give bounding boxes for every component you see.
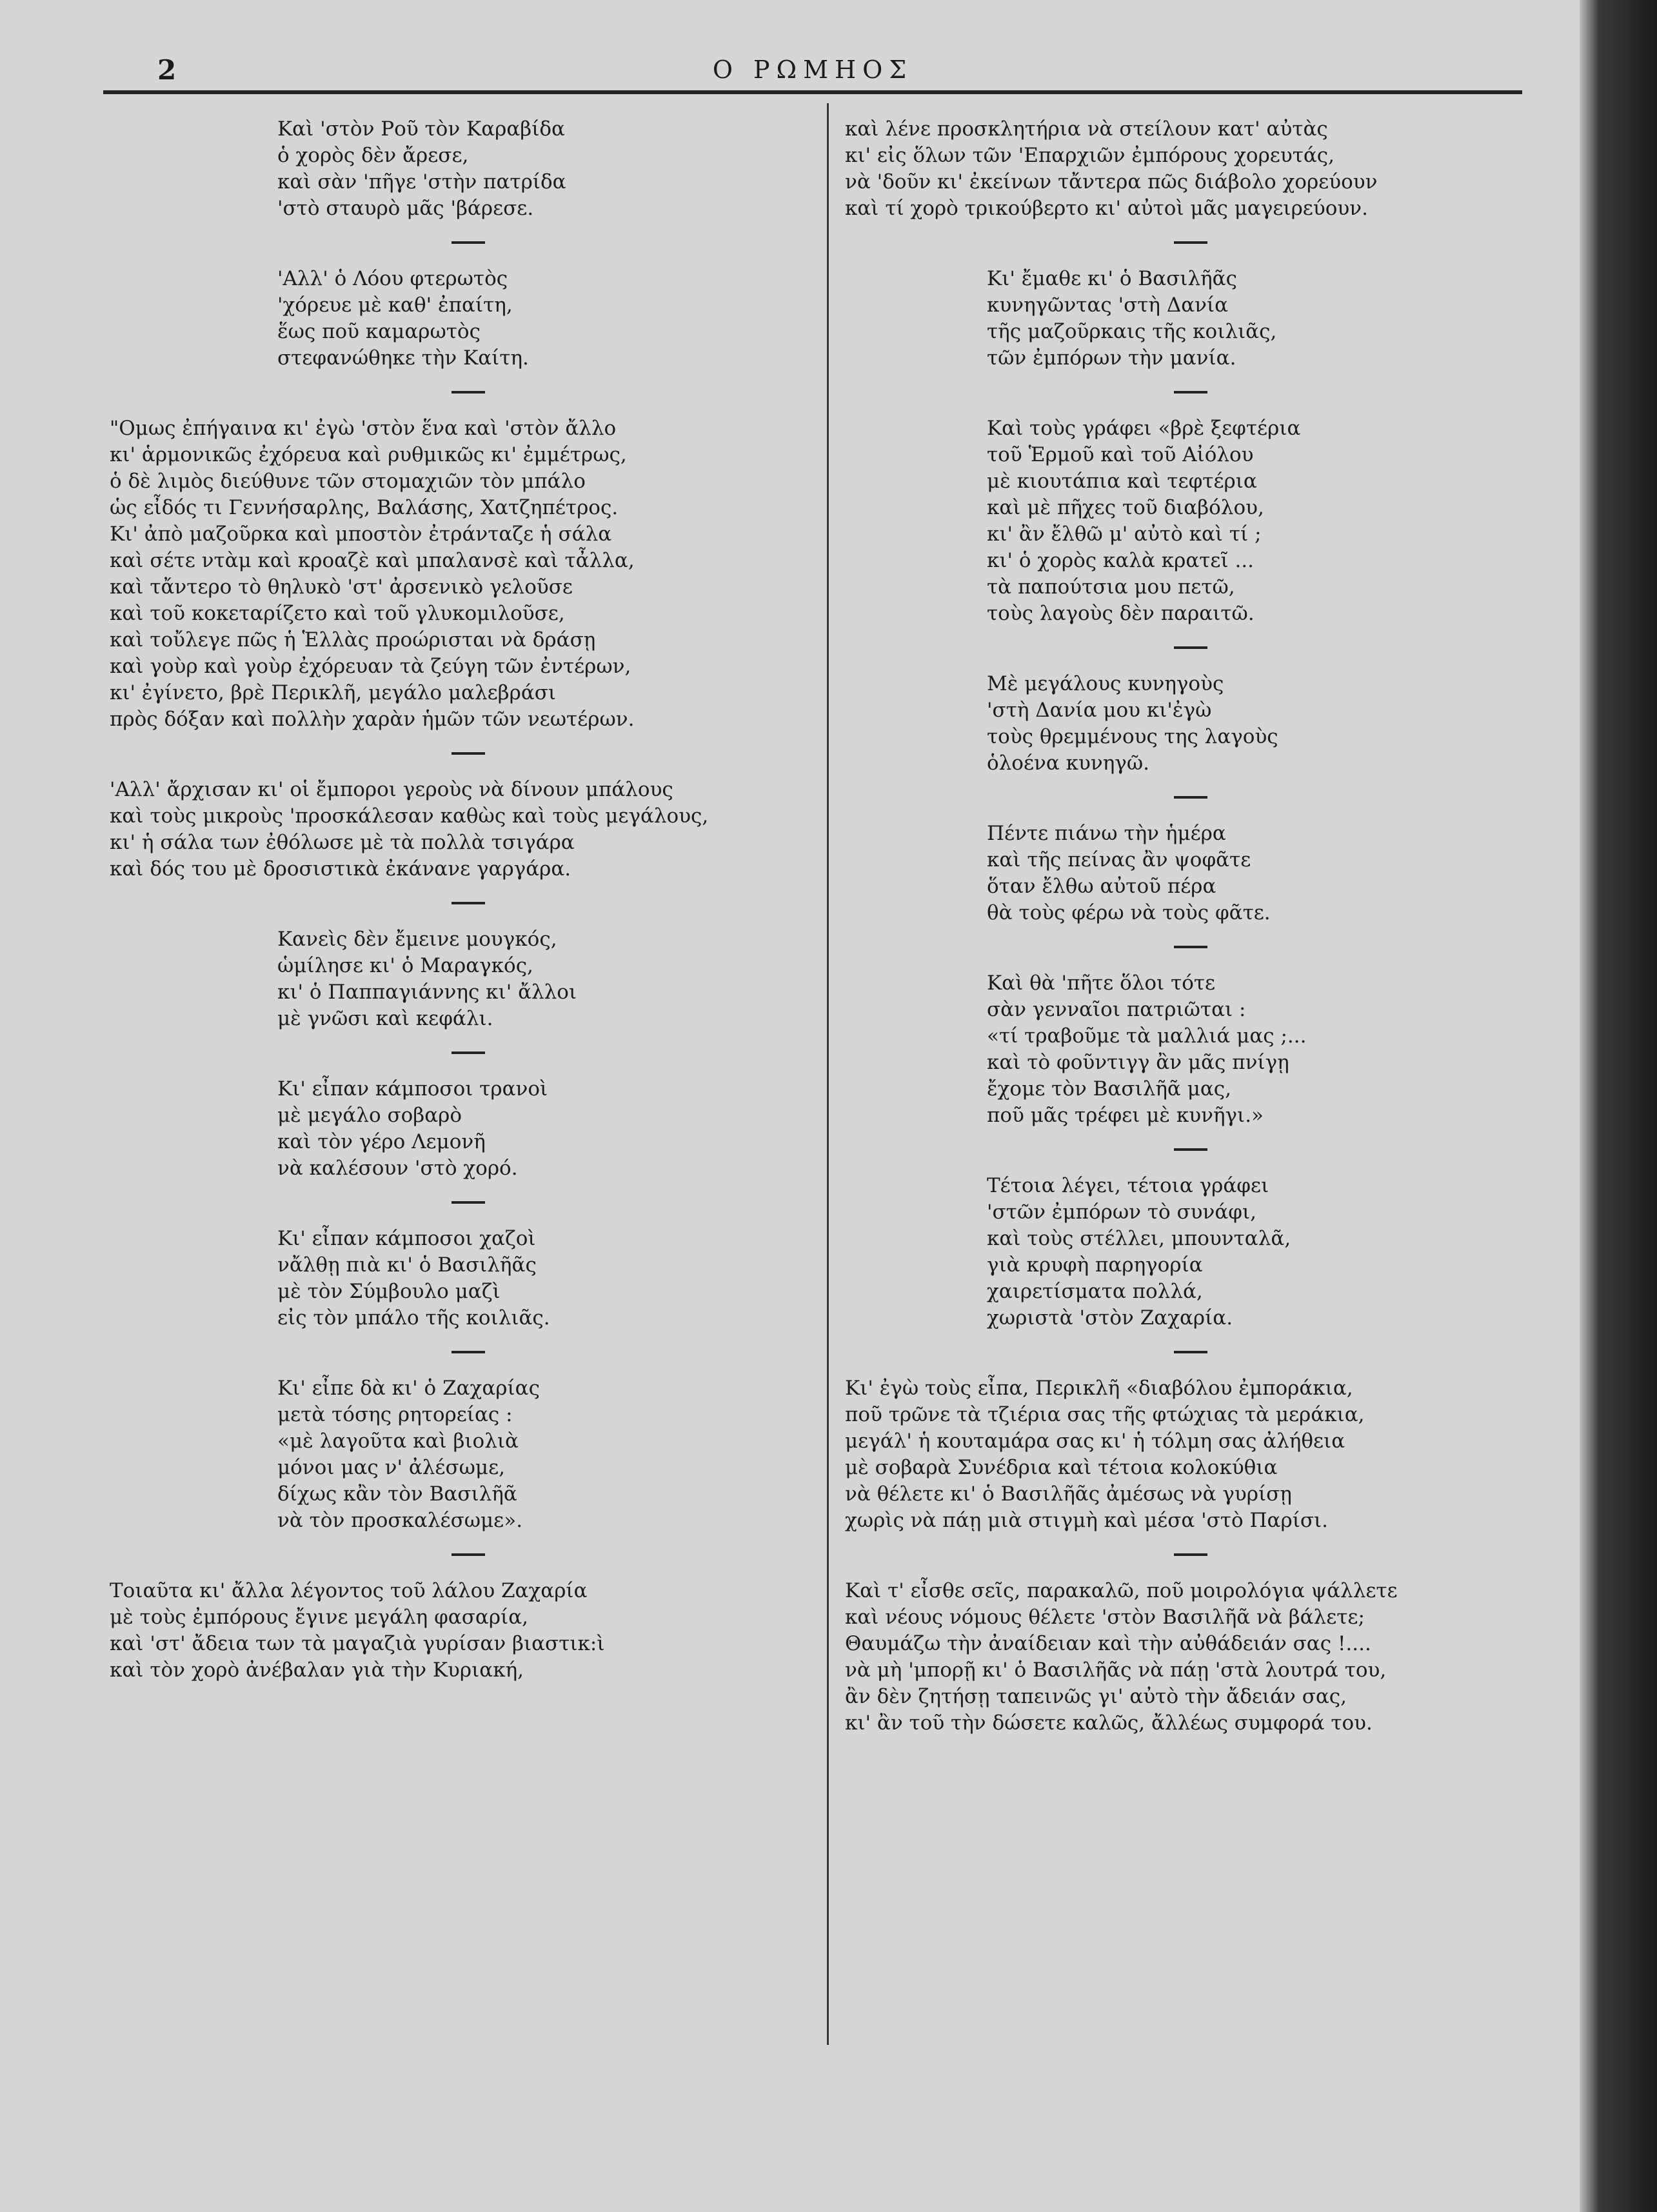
verse-line: μεγάλ' ἡ κουταμάρα σας κι' ἡ τόλμη σας ἀλήθεια — [845, 1430, 1345, 1453]
verse-line: ἔχομε τὸν Βασιλῆᾶ μας, — [987, 1077, 1231, 1101]
verse-line: καὶ τοῦ κοκεταρίζετο καὶ τοῦ γλυκομιλοῦσε, — [110, 602, 565, 625]
stanza — [110, 1076, 806, 1182]
verse-line: 'στὸ σταυρὸ μᾶς 'βάρεσε. — [277, 197, 534, 220]
verse-line: μόνοι μας ν' ἀλέσωμε, — [277, 1456, 505, 1479]
stanza — [845, 266, 1522, 372]
verse-line: καὶ τὸν γέρο Λεμονῆ — [277, 1130, 486, 1153]
verse-line: ὡς εἶδός τι Γεννήσαρλης, Βαλάσης, Χατζηπέτρος. — [110, 496, 619, 519]
verse-line: καὶ τῆς πείνας ἂν ψοφᾶτε — [987, 848, 1251, 872]
verse-line: μὲ μεγάλο σοβαρὸ — [277, 1104, 462, 1127]
stanza — [845, 1173, 1522, 1331]
verse-line: κι' ἁρμονικῶς ἐχόρευα καὶ ρυθμικῶς κι' ἐμμέτρως, — [110, 443, 627, 466]
verse-line: καὶ λένε προσκλητήρια νὰ στείλουν κατ' αὐτὰς — [845, 117, 1328, 141]
verse-line: πρὸς δόξαν καὶ πολλὴν χαρὰν ἡμῶν τῶν νεωτέρων. — [110, 708, 635, 731]
verse-line: ποῦ μᾶς τρέφει μὲ κυνῆγι.» — [987, 1104, 1264, 1127]
verse-line: Τοιαῦτα κι' ἄλλα λέγοντος τοῦ λάλου Ζαχαρία — [110, 1579, 588, 1602]
verse-line: τοῦ Ἑρμοῦ καὶ τοῦ Αἰόλου — [987, 443, 1254, 466]
verse-line: στεφανώθηκε τὴν Καίτη. — [277, 346, 529, 370]
verse-line: καὶ τοὺς στέλλει, μπουνταλᾶ, — [987, 1227, 1291, 1250]
verse-line: καὶ μὲ πῆχες τοῦ διαβόλου, — [987, 496, 1264, 519]
verse-line: χωρὶς νὰ πάῃ μιὰ στιγμὴ καὶ μέσα 'στὸ Παρίσι. — [845, 1509, 1329, 1532]
verse-line: 'Αλλ' ἄρχισαν κι' οἱ ἔμποροι γεροὺς νὰ δίνουν μπάλους — [110, 778, 673, 801]
left-column — [110, 116, 806, 1684]
verse-line: Θαυμάζω τὴν ἀναίδειαν καὶ τὴν αὐθάδειάν σας !.... — [845, 1632, 1371, 1655]
verse-line: Κι' ἐγὼ τοὺς εἶπα, Περικλῆ «διαβόλου ἐμποράκια, — [845, 1377, 1353, 1400]
stanza-separator — [1174, 1148, 1207, 1151]
verse-line: καὶ γοὺρ καὶ γοὺρ ἐχόρευαν τὰ ζεύγη τῶν ἐντέρων, — [110, 655, 631, 678]
stanza — [845, 1375, 1522, 1534]
stanza-separator — [1174, 241, 1207, 244]
stanza-separator — [1174, 391, 1207, 394]
verse-line: εἰς τὸν μπάλο τῆς κοιλιᾶς. — [277, 1306, 550, 1330]
stanza — [845, 415, 1522, 627]
stanza-separator — [451, 1553, 485, 1556]
verse-line: δίχως κἂν τὸν Βασιλῆᾶ — [277, 1482, 517, 1506]
verse-line: ποῦ τρῶνε τὰ τζιέρια σας τῆς φτώχιας τὰ μεράκια, — [845, 1403, 1365, 1426]
stanza — [845, 671, 1522, 777]
stanza — [110, 266, 806, 372]
verse-line: Κι' ἔμαθε κι' ὁ Βασιλῆᾶς — [987, 267, 1237, 290]
verse-line: τῆς μαζοῦρκαις τῆς κοιλιᾶς, — [987, 320, 1277, 343]
verse-line: τοὺς θρεμμένους της λαγοὺς — [987, 725, 1278, 748]
verse-line: Κι' εἶπε δὰ κι' ὁ Ζαχαρίας — [277, 1377, 540, 1400]
verse-line: Κανεὶς δὲν ἔμεινε μουγκός, — [277, 928, 557, 951]
verse-line: Πέντε πιάνω τὴν ἡμέρα — [987, 822, 1226, 845]
page-header — [103, 45, 1522, 97]
stanza — [110, 777, 806, 882]
stanza — [110, 415, 806, 733]
stanza — [845, 970, 1522, 1129]
stanza — [845, 116, 1522, 222]
stanza — [110, 1375, 806, 1534]
verse-line: ὁ χορὸς δὲν ἄρεσε, — [277, 144, 469, 167]
running-title: Ο ΡΩΜΗΟΣ — [712, 55, 913, 84]
verse-line: νἄλθῃ πιὰ κι' ὁ Βασιλῆᾶς — [277, 1253, 537, 1277]
stanza-separator — [451, 241, 485, 244]
verse-line: «μὲ λαγοῦτα καὶ βιολιὰ — [277, 1430, 519, 1453]
verse-line: γιὰ κρυφὴ παρηγορία — [987, 1253, 1203, 1277]
stanza-separator — [1174, 1553, 1207, 1556]
verse-line: καὶ δός του μὲ δροσιστικὰ ἐκάνανε γαργάρα. — [110, 857, 571, 881]
verse-line: μὲ σοβαρὰ Συνέδρια καὶ τέτοια κολοκύθια — [845, 1456, 1278, 1479]
verse-line: Κι' εἶπαν κάμποσοι χαζοὶ — [277, 1227, 536, 1250]
verse-line: Τέτοια λέγει, τέτοια γράφει — [987, 1174, 1269, 1197]
stanza — [845, 821, 1522, 926]
stanza-separator — [451, 1201, 485, 1204]
verse-line: κι' ἂν ἔλθῶ μ' αὐτὸ καὶ τί ; — [987, 523, 1262, 546]
stanza — [110, 1226, 806, 1331]
verse-line: νὰ θέλετε κι' ὁ Βασιλῆᾶς ἀμέσως νὰ γυρίσῃ — [845, 1482, 1292, 1506]
verse-line: ὅταν ἔλθω αὐτοῦ πέρα — [987, 875, 1216, 898]
stanza-separator — [451, 752, 485, 755]
verse-line: κι' ἐγίνετο, βρὲ Περικλῆ, μεγάλο μαλεβράσι — [110, 681, 557, 704]
verse-line: ἂν δὲν ζητήσῃ ταπεινῶς γι' αὐτὸ τὴν ἄδειάν σας, — [845, 1685, 1347, 1708]
verse-line: καὶ τοὔλεγε πῶς ἡ Ἑλλὰς προώρισται νὰ δράσῃ — [110, 628, 596, 652]
stanza-separator — [1174, 646, 1207, 649]
stanza-separator — [1174, 1351, 1207, 1353]
verse-line: νὰ τὸν προσκαλέσωμε». — [277, 1509, 523, 1532]
verse-line: 'στὴ Δανία μου κι'ἐγὼ — [987, 699, 1212, 722]
verse-line: Μὲ μεγάλους κυνηγοὺς — [987, 672, 1224, 695]
verse-line: μὲ γνῶσι καὶ κεφάλι. — [277, 1007, 493, 1030]
verse-line: θὰ τοὺς φέρω νὰ τοὺς φᾶτε. — [987, 901, 1271, 924]
stanza — [110, 926, 806, 1032]
verse-line: κι' ἡ σάλα των ἐθόλωσε μὲ τὰ πολλὰ τσιγάρα — [110, 831, 575, 854]
verse-line: τοὺς λαγοὺς δὲν παραιτῶ. — [987, 602, 1255, 625]
stanza-separator — [451, 1351, 485, 1353]
verse-line: καὶ τἄντερο τὸ θηλυκὸ 'στ' ἀρσενικὸ γελοῦσε — [110, 575, 573, 599]
verse-line: καὶ σὰν 'πῆγε 'στὴν πατρίδα — [277, 170, 566, 194]
verse-line: καὶ τὸν χορὸ ἀνέβαλαν γιὰ τὴν Κυριακή, — [110, 1659, 524, 1682]
verse-line: τῶν ἐμπόρων τὴν μανία. — [987, 346, 1236, 370]
verse-line: ὁ δὲ λιμὸς διεύθυνε τῶν στομαχιῶν τὸν μπάλο — [110, 470, 586, 493]
verse-line: νὰ 'δοῦν κι' ἐκείνων τἄντερα πῶς διάβολο χορεύουν — [845, 170, 1378, 194]
verse-line: τὰ παπούτσια μου πετῶ, — [987, 575, 1235, 599]
verse-line: Καὶ τ' εἶσθε σεῖς, παρακαλῶ, ποῦ μοιρολόγια ψάλλετε — [845, 1579, 1398, 1602]
verse-line: «τί τραβοῦμε τὰ μαλλιά μας ;... — [987, 1024, 1307, 1048]
stanza-separator — [451, 902, 485, 904]
verse-line: 'Αλλ' ὁ Λόου φτερωτὸς — [277, 267, 508, 290]
verse-line: 'χόρευε μὲ καθ' ἐπαίτη, — [277, 294, 513, 317]
verse-line: Κι' εἶπαν κάμποσοι τρανοὶ — [277, 1077, 548, 1101]
verse-line: 'στῶν ἐμπόρων τὸ συνάφι, — [987, 1201, 1257, 1224]
verse-line: νὰ καλέσουν 'στὸ χορό. — [277, 1157, 518, 1180]
stanza-separator — [451, 391, 485, 394]
verse-line: ἕως ποῦ καμαρωτὸς — [277, 320, 481, 343]
right-column — [845, 116, 1522, 1737]
verse-line: Καὶ τοὺς γράφει «βρὲ ξεφτέρια — [987, 417, 1301, 440]
page-binding-edge — [1580, 0, 1657, 2212]
verse-line: χωριστὰ 'στὸν Ζαχαρία. — [987, 1306, 1233, 1330]
verse-line: ὁλοένα κυνηγῶ. — [987, 752, 1149, 775]
verse-line: μετὰ τόσης ρητορείας : — [277, 1403, 513, 1426]
verse-line: καὶ νέους νόμους θέλετε 'στὸν Βασιλῆᾶ νὰ βάλετε; — [845, 1606, 1365, 1629]
verse-line: κι' ἂν τοῦ τὴν δώσετε καλῶς, ἄλλέως συμφορά του. — [845, 1711, 1373, 1735]
stanza — [110, 116, 806, 222]
header-rule — [103, 90, 1522, 94]
verse-line: κι' ὁ Παππαγιάννης κι' ἄλλοι — [277, 981, 577, 1004]
verse-line: μὲ τὸν Σύμβουλο μαζὶ — [277, 1280, 501, 1303]
verse-line: Καὶ θὰ 'πῆτε ὅλοι τότε — [987, 971, 1216, 995]
verse-line: "Ομως ἐπήγαινα κι' ἐγὼ 'στὸν ἕνα καὶ 'στὸν ἄλλο — [110, 417, 617, 440]
verse-line: καὶ τοὺς μικροὺς 'προσκάλεσαν καθὼς καὶ τοὺς μεγάλους, — [110, 804, 709, 828]
stanza-separator — [1174, 946, 1207, 948]
verse-line: σὰν γενναῖοι πατριῶται : — [987, 998, 1246, 1021]
stanza — [845, 1578, 1522, 1737]
verse-line: καὶ τί χορὸ τρικούβερτο κι' αὐτοὶ μᾶς μαγειρεύουν. — [845, 197, 1368, 220]
verse-line: καὶ σέτε ντὰμ καὶ κροαζὲ καὶ μπαλανσὲ καὶ τἆλλα, — [110, 549, 635, 572]
verse-line: μὲ τοὺς ἐμπόρους ἔγινε μεγάλη φασαρία, — [110, 1606, 529, 1629]
stanza-separator — [451, 1051, 485, 1054]
stanza — [110, 1578, 806, 1684]
page-number: 2 — [157, 54, 177, 86]
verse-line: μὲ κιουτάπια καὶ τεφτέρια — [987, 470, 1257, 493]
column-divider — [827, 103, 829, 2045]
verse-line: νὰ μὴ 'μπορῇ κι' ὁ Βασιλῆᾶς νὰ πάῃ 'στὰ λουτρά του, — [845, 1659, 1387, 1682]
verse-line: καὶ 'στ' ἄδεια των τὰ μαγαζιὰ γυρίσαν βιαστικ:ὶ — [110, 1632, 605, 1655]
stanza-separator — [1174, 796, 1207, 799]
verse-line: Καὶ 'στὸν Ρoῦ τὸν Καραβίδα — [277, 117, 565, 141]
verse-line: κυνηγῶντας 'στὴ Δανία — [987, 294, 1229, 317]
verse-line: ὡμίλησε κι' ὁ Μαραγκός, — [277, 954, 533, 977]
verse-line: κι' εἰς ὅλων τῶν 'Επαρχιῶν ἐμπόρους χορευτάς, — [845, 144, 1335, 167]
verse-line: Κι' ἀπὸ μαζοῦρκα καὶ μποστὸν ἐτράνταζε ἡ σάλα — [110, 523, 612, 546]
verse-line: χαιρετίσματα πολλά, — [987, 1280, 1203, 1303]
verse-line: καὶ τὸ φοῦντιγγ ἂν μᾶς πνίγῃ — [987, 1051, 1289, 1074]
verse-line: κι' ὁ χορὸς καλὰ κρατεῖ ... — [987, 549, 1255, 572]
